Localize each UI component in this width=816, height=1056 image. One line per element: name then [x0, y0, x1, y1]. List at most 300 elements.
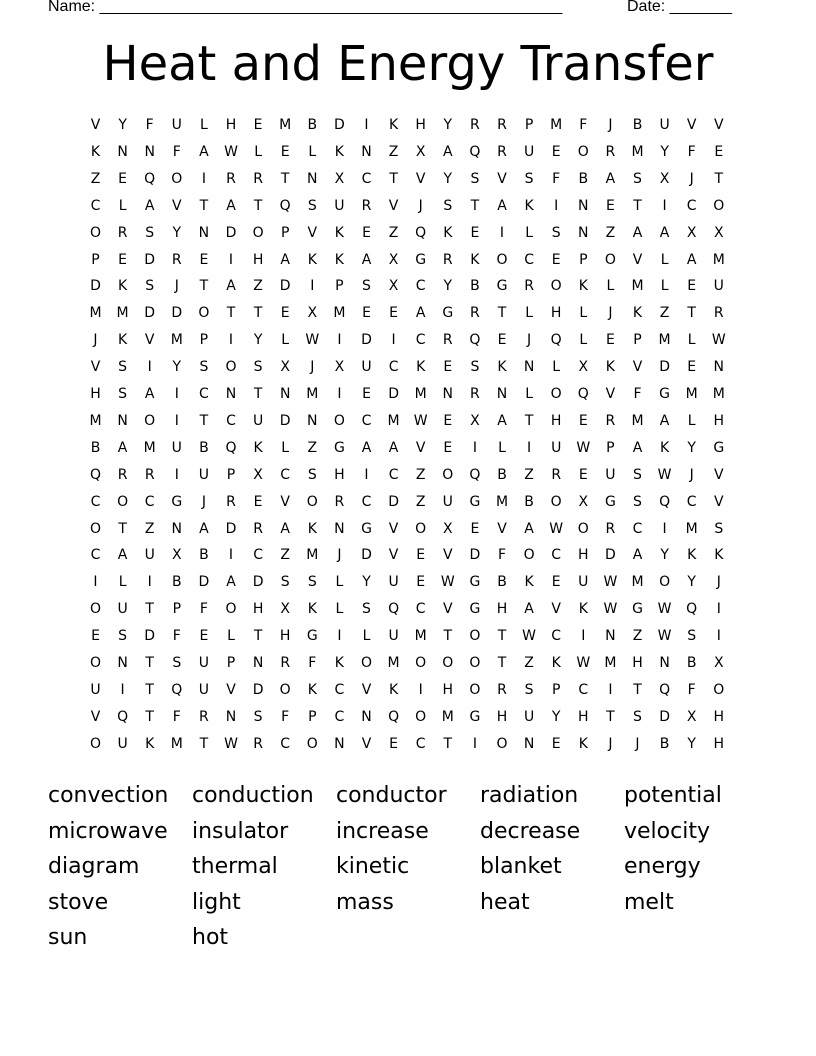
grid-letter: Q — [415, 224, 427, 241]
grid-letter: I — [716, 628, 721, 645]
grid-letter: T — [253, 386, 263, 402]
grid-letter: K — [443, 224, 453, 241]
grid-letter: P — [551, 681, 561, 698]
grid-letter: O — [442, 466, 454, 483]
grid-letter: T — [199, 197, 209, 214]
grid-letter: N — [361, 143, 372, 160]
grid-letter: O — [360, 655, 373, 671]
word-list-item: thermal — [192, 854, 278, 879]
grid-letter: I — [472, 439, 477, 456]
grid-letter: Y — [172, 224, 182, 241]
grid-letter: X — [307, 305, 318, 322]
grid-letter: R — [171, 251, 182, 268]
grid-letter: W — [603, 574, 618, 591]
grid-letter: G — [632, 601, 643, 618]
grid-letter: G — [659, 386, 671, 402]
grid-letter: C — [388, 466, 399, 483]
grid-letter: S — [443, 197, 453, 214]
grid-letter: O — [496, 251, 508, 268]
grid-letter: X — [388, 278, 399, 295]
grid-letter: A — [361, 251, 372, 268]
grid-letter: I — [472, 735, 477, 752]
page-title: Heat and Energy Transfer — [102, 36, 714, 92]
grid-letter: L — [579, 305, 588, 322]
grid-letter: R — [605, 412, 616, 429]
grid-letter: N — [225, 708, 237, 725]
grid-letter: Z — [144, 520, 155, 537]
grid-letter: K — [632, 305, 643, 322]
grid-letter: B — [497, 574, 507, 591]
grid-letter: P — [199, 332, 209, 349]
grid-letter: Q — [469, 466, 481, 483]
grid-letter: U — [713, 278, 724, 295]
grid-letter: O — [279, 681, 291, 698]
grid-letter: H — [252, 251, 264, 268]
grid-letter: N — [307, 412, 318, 429]
grid-letter: H — [334, 466, 345, 483]
grid-letter: B — [524, 493, 534, 510]
grid-letter: B — [578, 170, 589, 187]
grid-letter: R — [253, 520, 263, 537]
grid-letter: K — [118, 278, 128, 295]
grid-letter: F — [172, 143, 181, 160]
grid-letter: O — [89, 735, 102, 752]
grid-letter: A — [524, 601, 534, 618]
grid-letter: C — [524, 251, 534, 268]
grid-letter: H — [578, 708, 589, 725]
grid-letter: P — [606, 439, 615, 456]
grid-letter: A — [497, 197, 507, 214]
grid-letter: X — [334, 359, 345, 376]
grid-letter: G — [171, 493, 183, 510]
grid-letter: V — [361, 735, 372, 752]
grid-letter: V — [388, 547, 399, 564]
grid-letter: V — [443, 547, 453, 564]
grid-letter: F — [308, 655, 317, 671]
grid-letter: F — [172, 708, 181, 725]
grid-letter: L — [199, 117, 208, 133]
grid-letter: F — [497, 547, 507, 564]
grid-letter: O — [550, 493, 562, 510]
grid-letter: A — [199, 143, 209, 160]
grid-letter: A — [388, 439, 399, 456]
grid-letter: Z — [415, 466, 426, 483]
grid-letter: T — [633, 681, 642, 698]
grid-letter: Y — [118, 117, 127, 133]
grid-letter: M — [143, 439, 156, 456]
grid-letter: X — [280, 601, 290, 618]
grid-letter: V — [551, 601, 561, 618]
grid-letter: G — [713, 439, 725, 456]
grid-letter: K — [334, 251, 344, 268]
grid-letter: T — [199, 278, 209, 295]
word-list-item: blanket — [480, 854, 562, 879]
grid-letter: U — [198, 466, 210, 483]
grid-letter: L — [498, 439, 506, 456]
grid-letter: T — [524, 412, 534, 429]
grid-letter: E — [416, 574, 426, 591]
grid-letter: I — [581, 628, 586, 645]
grid-letter: R — [470, 117, 480, 133]
word-list-item: energy — [624, 854, 701, 879]
grid-letter: S — [470, 359, 480, 376]
grid-letter: C — [253, 547, 263, 564]
grid-letter: K — [307, 520, 317, 537]
grid-letter: D — [361, 332, 372, 349]
grid-letter: P — [226, 655, 236, 671]
grid-letter: N — [523, 359, 535, 376]
grid-letter: J — [635, 735, 640, 752]
grid-letter: S — [524, 170, 534, 187]
grid-letter: D — [334, 117, 345, 133]
grid-letter: I — [391, 332, 396, 349]
grid-letter: B — [659, 735, 670, 752]
grid-letter: G — [496, 278, 508, 295]
grid-letter: G — [469, 708, 481, 725]
grid-letter: J — [93, 332, 98, 349]
grid-letter: J — [418, 197, 423, 214]
grid-letter: X — [686, 224, 697, 241]
grid-letter: O — [89, 224, 102, 241]
grid-letter: Z — [632, 628, 643, 645]
grid-letter: B — [90, 439, 101, 456]
grid-letter: T — [714, 170, 724, 187]
grid-letter: K — [578, 601, 588, 618]
grid-letter: A — [280, 251, 290, 268]
grid-letter: I — [608, 681, 613, 698]
grid-letter: L — [335, 574, 344, 591]
word-list-item: light — [192, 889, 241, 915]
grid-letter: R — [226, 493, 236, 510]
grid-letter: M — [441, 708, 454, 725]
grid-letter: C — [632, 520, 643, 537]
grid-letter: N — [198, 224, 210, 241]
grid-letter: C — [388, 359, 399, 376]
grid-letter: C — [90, 547, 101, 564]
grid-letter: M — [414, 628, 427, 645]
grid-letter: Q — [659, 681, 671, 698]
grid-letter: L — [362, 628, 371, 645]
grid-letter: T — [199, 735, 209, 752]
grid-letter: H — [496, 708, 508, 725]
grid-letter: X — [714, 224, 724, 241]
grid-letter: Y — [253, 332, 263, 349]
grid-letter: M — [279, 117, 292, 133]
grid-letter: N — [496, 386, 508, 402]
grid-letter: C — [361, 412, 372, 429]
grid-letter: T — [606, 708, 615, 725]
word-list-item: potential — [624, 783, 722, 808]
grid-letter: K — [605, 359, 615, 376]
grid-letter: E — [497, 332, 507, 349]
grid-letter: T — [497, 305, 507, 322]
grid-letter: M — [306, 386, 319, 402]
grid-letter: S — [118, 359, 128, 376]
grid-letter: X — [714, 655, 724, 671]
grid-letter: U — [523, 143, 535, 160]
grid-letter: W — [657, 466, 672, 483]
grid-letter: G — [333, 439, 345, 456]
grid-letter: R — [605, 520, 616, 537]
grid-letter: K — [389, 117, 399, 133]
grid-letter: R — [713, 305, 724, 322]
grid-letter: Q — [117, 708, 129, 725]
grid-letter: I — [201, 170, 206, 187]
grid-letter: D — [225, 224, 237, 241]
grid-letter: C — [280, 735, 291, 752]
grid-letter: A — [524, 520, 534, 537]
grid-letter: K — [416, 359, 426, 376]
grid-letter: F — [199, 601, 208, 618]
grid-letter: M — [631, 412, 644, 429]
grid-letter: X — [443, 520, 453, 537]
grid-letter: U — [117, 601, 128, 618]
grid-letter: I — [174, 412, 179, 429]
grid-letter: E — [551, 143, 561, 160]
grid-letter: W — [224, 143, 238, 160]
grid-letter: M — [89, 305, 102, 322]
grid-letter: J — [174, 278, 179, 295]
grid-letter: L — [227, 628, 235, 645]
grid-letter: A — [144, 197, 155, 214]
grid-letter: D — [144, 305, 156, 322]
grid-letter: S — [172, 655, 182, 671]
grid-letter: T — [199, 412, 209, 429]
grid-letter: U — [442, 493, 453, 510]
grid-letter: I — [527, 439, 532, 456]
grid-letter: R — [144, 466, 155, 483]
grid-letter: V — [714, 493, 724, 510]
grid-letter: S — [199, 359, 209, 376]
grid-letter: N — [171, 520, 183, 537]
grid-letter: A — [280, 520, 290, 537]
grid-letter: I — [228, 251, 234, 268]
grid-letter: U — [659, 117, 670, 133]
grid-letter: R — [524, 278, 534, 295]
grid-letter: Q — [659, 493, 671, 510]
grid-letter: C — [578, 681, 589, 698]
grid-letter: A — [226, 197, 236, 214]
grid-letter: M — [414, 386, 427, 402]
grid-letter: L — [308, 143, 317, 160]
grid-letter: S — [307, 574, 317, 591]
grid-letter: C — [415, 601, 426, 618]
grid-letter: C — [361, 493, 372, 510]
grid-letter: P — [226, 466, 236, 483]
grid-letter: A — [659, 224, 670, 241]
grid-letter: D — [252, 681, 264, 698]
grid-letter: H — [550, 412, 562, 429]
grid-letter: K — [578, 735, 588, 752]
grid-letter: V — [90, 708, 101, 725]
grid-letter: S — [362, 601, 371, 618]
grid-letter: W — [305, 332, 320, 349]
grid-letter: C — [334, 708, 345, 725]
grid-letter: V — [90, 359, 101, 376]
grid-letter: D — [144, 251, 156, 268]
grid-letter: R — [442, 251, 453, 268]
word-list-item: diagram — [48, 854, 140, 879]
grid-letter: X — [578, 359, 589, 376]
grid-letter: J — [337, 547, 342, 564]
grid-letter: L — [660, 278, 669, 295]
grid-letter: O — [306, 735, 318, 752]
grid-letter: Q — [144, 170, 156, 187]
word-list-item: velocity — [624, 818, 710, 844]
grid-letter: U — [198, 681, 210, 698]
grid-letter: Z — [659, 305, 670, 322]
grid-letter: Y — [660, 143, 669, 160]
grid-letter: N — [279, 386, 291, 402]
grid-letter: U — [198, 655, 210, 671]
grid-letter: U — [334, 197, 345, 214]
grid-letter: N — [117, 412, 128, 429]
grid-letter: C — [415, 735, 426, 752]
grid-letter: Q — [550, 332, 562, 349]
grid-letter: T — [443, 735, 453, 752]
grid-letter: V — [388, 197, 399, 214]
grid-letter: W — [603, 601, 618, 618]
grid-letter: T — [253, 305, 263, 322]
grid-letter: Q — [469, 332, 481, 349]
grid-letter: O — [89, 601, 102, 618]
grid-letter: S — [118, 628, 128, 645]
grid-letter: H — [713, 412, 725, 429]
grid-letter: Y — [362, 574, 371, 591]
grid-letter: S — [118, 386, 128, 402]
grid-letter: I — [662, 520, 667, 537]
grid-letter: L — [687, 412, 696, 429]
grid-letter: T — [443, 628, 453, 645]
grid-letter: D — [198, 574, 210, 591]
grid-letter: L — [118, 574, 127, 591]
grid-letter: Z — [524, 466, 534, 483]
grid-letter: O — [415, 520, 427, 537]
word-list-item: melt — [624, 889, 674, 915]
grid-letter: E — [389, 305, 399, 322]
grid-letter: S — [145, 224, 155, 241]
grid-letter: I — [554, 197, 559, 214]
grid-letter: Z — [605, 224, 616, 241]
grid-letter: D — [659, 359, 670, 376]
grid-letter: V — [388, 520, 399, 537]
grid-letter: S — [551, 224, 561, 241]
grid-letter: V — [144, 332, 155, 349]
grid-letter: C — [226, 412, 236, 429]
grid-letter: C — [686, 493, 697, 510]
grid-letter: E — [551, 251, 561, 268]
grid-letter: H — [415, 117, 426, 133]
header — [48, 0, 740, 20]
grid-letter: O — [198, 305, 210, 322]
grid-letter: V — [280, 493, 290, 510]
grid-letter: E — [470, 520, 480, 537]
grid-letter: M — [658, 332, 671, 349]
grid-letter: E — [687, 359, 697, 376]
grid-letter: O — [415, 708, 427, 725]
grid-letter: N — [713, 359, 725, 376]
grid-letter: E — [362, 224, 371, 241]
grid-letter: X — [334, 170, 345, 187]
grid-letter: J — [608, 735, 613, 752]
grid-letter: K — [334, 143, 344, 160]
grid-letter: F — [633, 386, 642, 402]
grid-letter: S — [633, 708, 642, 725]
grid-letter: F — [172, 628, 181, 645]
grid-letter: O — [225, 359, 237, 376]
grid-letter: U — [523, 708, 535, 725]
grid-letter: O — [225, 601, 237, 618]
grid-letter: E — [443, 439, 453, 456]
grid-letter: R — [497, 143, 507, 160]
grid-letter: A — [361, 439, 372, 456]
grid-letter: E — [389, 735, 399, 752]
grid-letter: P — [579, 251, 588, 268]
grid-letter: W — [413, 412, 428, 429]
grid-letter: N — [578, 224, 589, 241]
grid-letter: N — [659, 655, 670, 671]
grid-letter: R — [361, 197, 372, 214]
grid-letter: P — [280, 224, 290, 241]
grid-letter: N — [523, 735, 535, 752]
grid-letter: J — [689, 170, 694, 187]
grid-letter: I — [228, 547, 234, 564]
grid-letter: L — [254, 143, 262, 160]
grid-letter: H — [279, 628, 291, 645]
grid-letter: K — [497, 359, 507, 376]
grid-letter: A — [226, 574, 236, 591]
grid-letter: O — [659, 574, 671, 591]
grid-letter: H — [252, 601, 264, 618]
grid-letter: E — [416, 547, 426, 564]
grid-letter: R — [551, 466, 562, 483]
grid-letter: Z — [415, 493, 426, 510]
grid-letter: E — [362, 386, 371, 402]
grid-letter: M — [631, 143, 644, 160]
grid-letter: D — [388, 493, 399, 510]
grid-letter: U — [252, 412, 264, 429]
grid-letter: O — [442, 655, 454, 671]
grid-letter: I — [662, 197, 667, 214]
grid-letter: V — [714, 466, 724, 483]
grid-letter: Z — [388, 224, 399, 241]
grid-letter: J — [608, 305, 613, 322]
grid-letter: O — [333, 412, 345, 429]
grid-letter: X — [415, 143, 426, 160]
grid-letter: N — [307, 170, 318, 187]
grid-letter: X — [659, 170, 670, 187]
grid-letter: V — [415, 439, 426, 456]
grid-letter: O — [117, 493, 129, 510]
grid-letter: B — [632, 117, 643, 133]
grid-letter: K — [253, 439, 263, 456]
grid-letter: V — [686, 117, 697, 133]
grid-letter: O — [496, 735, 508, 752]
word-list-item: kinetic — [336, 854, 410, 879]
grid-letter: B — [307, 117, 318, 133]
grid-letter: O — [469, 655, 481, 671]
grid-letter: E — [551, 735, 561, 752]
grid-letter: I — [174, 466, 179, 483]
grid-letter: B — [199, 547, 209, 564]
grid-letter: W — [711, 332, 726, 349]
grid-letter: V — [90, 117, 101, 133]
grid-letter: R — [497, 681, 507, 698]
grid-letter: X — [686, 708, 697, 725]
grid-letter: G — [442, 305, 454, 322]
grid-letter: T — [118, 520, 127, 537]
grid-letter: F — [687, 681, 696, 698]
